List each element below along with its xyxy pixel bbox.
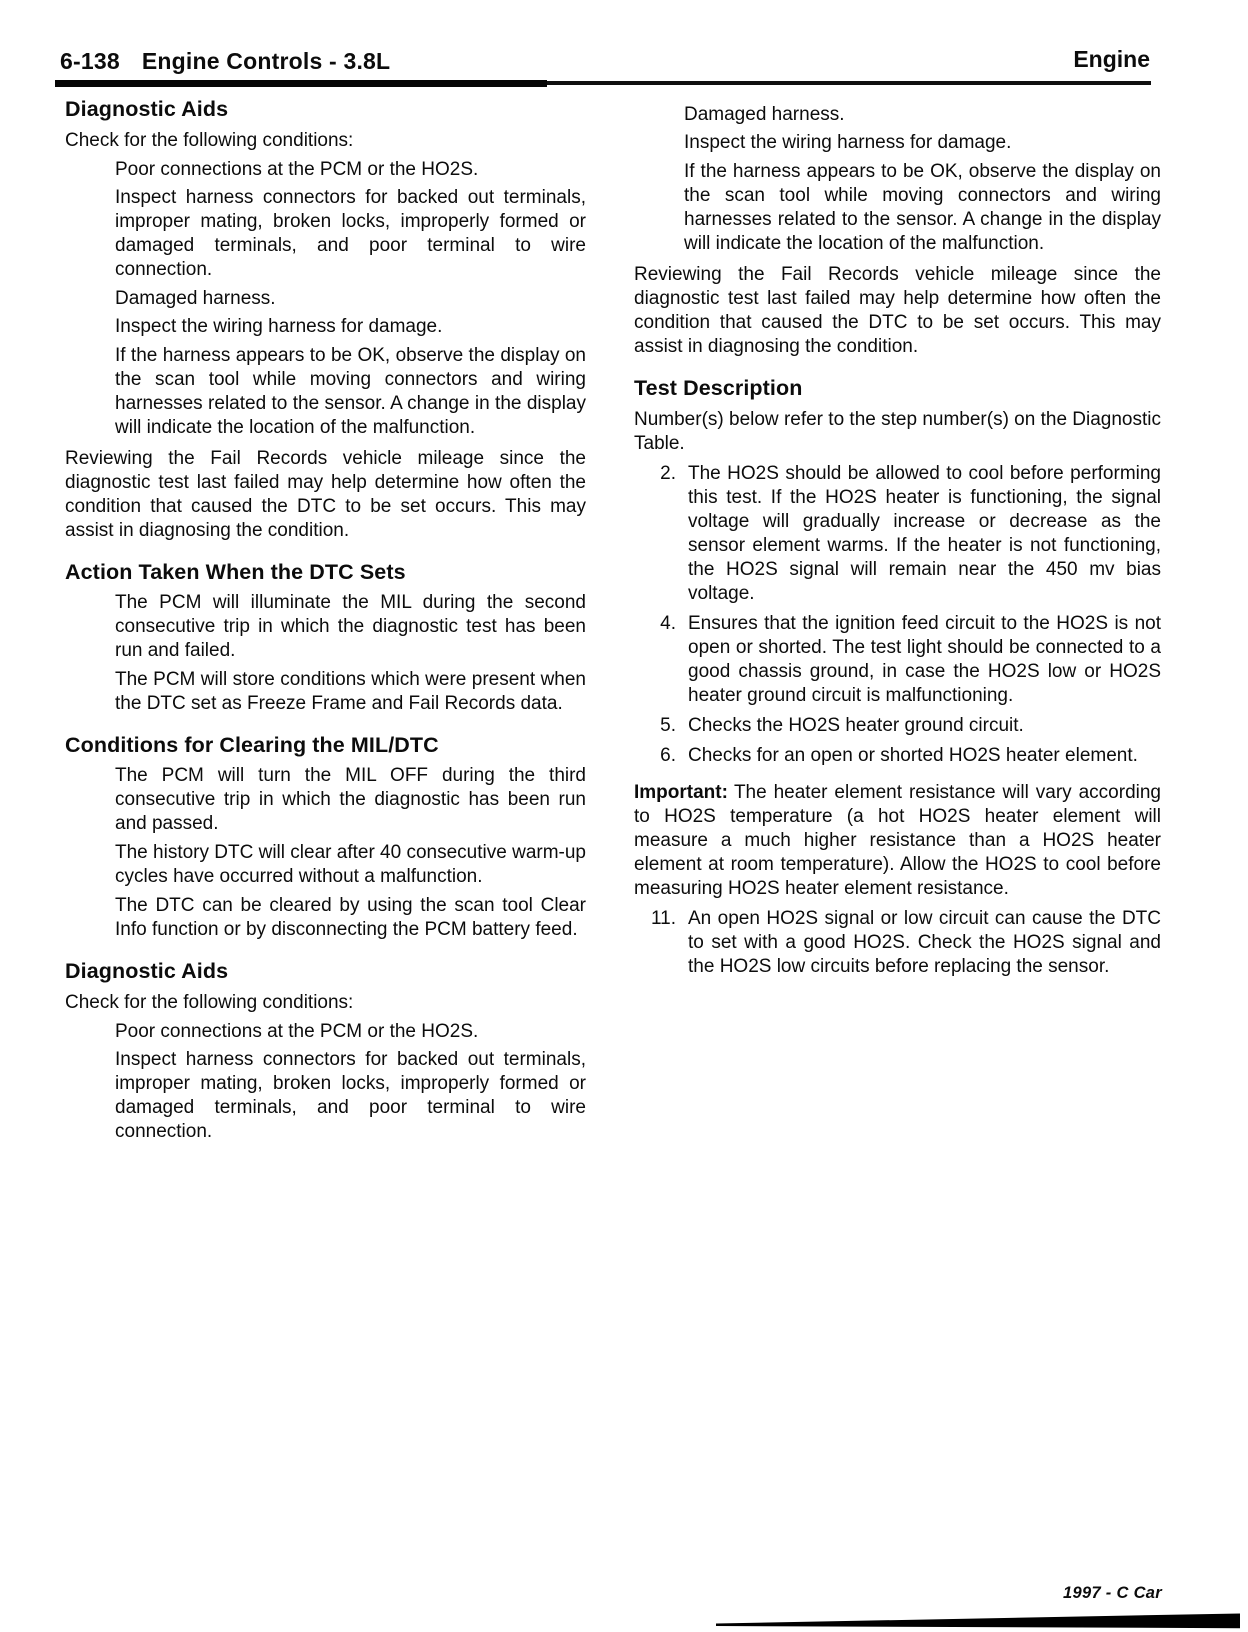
list-item-lead: Damaged harness. [684,104,845,125]
page-header-left [60,48,390,75]
paragraph: Number(s) below refer to the step number(s) on the Diagnostic Table. [634,409,1161,454]
list-item-lead: If the harness appears to be OK, observe the display on the scan tool while moving connectors and wiring harnesses related to the sensor. A change in the display will indicate the location of the malfunction. [115,345,586,438]
paragraph: Check for the following conditions: [65,992,354,1013]
list-item-body: Inspect harness connectors for backed out terminals, improper mating, broken locks, improperly formed or damaged terminals, and poor terminal to wire connection. [115,187,586,280]
list-item [65,668,586,716]
list-item [65,287,586,339]
list-item [65,1020,586,1144]
list-number: 4. [660,613,676,634]
header-rule-thin [547,81,1151,85]
header-section-title: Engine Controls - 3.8L [141,48,391,74]
list-item-lead: The PCM will turn the MIL OFF during the third consecutive trip in which the diagnostic has been run and passed. [115,765,586,834]
list-item [65,344,586,440]
list-item [634,103,1161,155]
list-item-lead: Poor connections at the PCM or the HO2S. [115,1021,479,1042]
list-item-lead: The DTC can be cleared by using the scan tool Clear Info function or by disconnecting the PCM battery feed. [115,895,586,940]
section-heading: Diagnostic Aids [65,97,229,121]
paragraph: Reviewing the Fail Records vehicle mileage since the diagnostic test last failed may help determine how often the condition that caused the DTC to be set occurs. This may assist in diagnosing the condition. [65,448,586,541]
list-number: 2. [660,463,676,484]
list-number: 11. [650,908,676,929]
column-right [634,94,1161,979]
page-number: 6-138 [60,48,120,74]
important-text: The heater element resistance will vary according to HO2S temperature (a hot HO2S heater element will measure a much higher resistance than a HO2S heater element at room temperature). Allow the HO2S to cool before measuring HO2S heater element resistance. [634,782,1161,899]
list-item [65,591,586,663]
list-item [634,160,1161,256]
section-heading: Action Taken When the DTC Sets [65,560,406,584]
important-note [634,781,1161,901]
numbered-item [634,612,1161,708]
numbered-item-body: An open HO2S signal or low circuit can cause the DTC to set with a good HO2S. Check the HO2S signal and the HO2S low circuits before replacing the sensor. [688,908,1161,977]
list-item [65,764,586,836]
numbered-item [634,714,1161,738]
list-item [65,158,586,282]
list-item-lead: Poor connections at the PCM or the HO2S. [115,159,479,180]
list-item-lead: The PCM will illuminate the MIL during the second consecutive trip in which the diagnostic test has been run and failed. [115,592,586,661]
numbered-item-body: Checks the HO2S heater ground circuit. [688,715,1024,736]
list-item [65,894,586,942]
numbered-item-body: Ensures that the ignition feed circuit to the HO2S is not open or shorted. The test light should be connected to a good chassis ground, in case the HO2S low or HO2S heater ground circuit is malfunctioning. [688,613,1161,706]
numbered-item-body: Checks for an open or shorted HO2S heater element. [688,745,1138,766]
list-number: 5. [660,715,676,736]
list-number: 6. [660,745,676,766]
footer-edition-label: 1997 - C Car [1063,1584,1162,1602]
header-chapter-title: Engine [1073,46,1150,72]
column-left [65,94,586,1144]
numbered-item [634,462,1161,606]
numbered-item [634,907,1161,979]
list-item-body: Inspect the wiring harness for damage. [684,132,1012,153]
section-heading: Diagnostic Aids [65,959,229,983]
paragraph: Reviewing the Fail Records vehicle mileage since the diagnostic test last failed may help determine how often the condition that caused the DTC to be set occurs. This may assist in diagnosing the condition. [634,264,1161,357]
list-item-lead: If the harness appears to be OK, observe the display on the scan tool while moving connectors and wiring harnesses related to the sensor. A change in the display will indicate the location of the malfunction. [684,161,1161,254]
list-item-body: Inspect the wiring harness for damage. [115,316,443,337]
paragraph: Check for the following conditions: [65,130,354,151]
section-heading: Test Description [634,376,803,400]
important-label: Important: [634,782,728,803]
scan-artifact-bar [716,1612,1240,1630]
numbered-item [634,744,1161,768]
section-heading: Conditions for Clearing the MIL/DTC [65,733,439,757]
list-item-lead: The PCM will store conditions which were present when the DTC set as Freeze Frame and Fail Records data. [115,669,586,714]
numbered-item-body: The HO2S should be allowed to cool before performing this test. If the HO2S heater is functioning, the signal voltage will gradually increase or decrease as the sensor element warms. If the heater is not functioning, the HO2S signal will remain near the 450 mv bias voltage. [688,463,1161,604]
list-item [65,841,586,889]
list-item-lead: The history DTC will clear after 40 consecutive warm-up cycles have occurred without a malfunction. [115,842,586,887]
header-rule-thick [55,80,547,87]
list-item-body: Inspect harness connectors for backed out terminals, improper mating, broken locks, improperly formed or damaged terminals, and poor terminal to wire connection. [115,1049,586,1142]
list-item-lead: Damaged harness. [115,288,276,309]
